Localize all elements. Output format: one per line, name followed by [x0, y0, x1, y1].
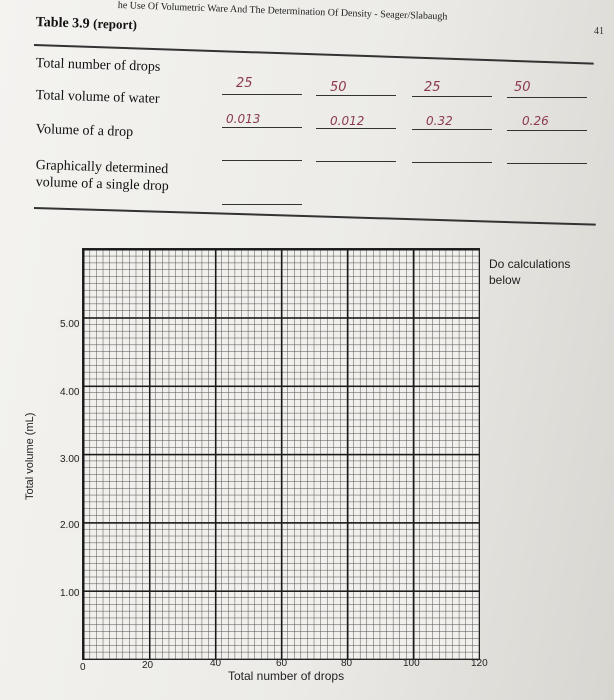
blank-volume-3 [412, 129, 492, 130]
row-label-volume-drop: Volume of a drop [35, 122, 134, 141]
blank-drop-2 [316, 161, 396, 162]
page-number: 41 [594, 26, 604, 37]
x-tick-80: 80 [341, 658, 353, 669]
blank-drops-1 [222, 94, 302, 95]
blank-drops-3 [412, 96, 492, 97]
row-label-graph-2: volume of a single drop [35, 175, 169, 195]
blank-drop-3 [412, 162, 492, 163]
x-tick-0: 0 [80, 662, 86, 673]
x-axis-label: Total number of drops [228, 669, 345, 683]
blank-drops-4 [507, 97, 587, 98]
y-tick-4: 4.00 [60, 387, 80, 398]
y-tick-3: 3.00 [60, 454, 80, 465]
y-tick-1: 1.00 [60, 588, 80, 599]
entry-drops-2: 50 [330, 80, 347, 95]
x-tick-20: 20 [142, 660, 154, 671]
blank-drop-1 [222, 160, 302, 161]
row-label-graph-1: Graphically determined [35, 158, 169, 178]
y-axis-label: Total volume (mL) [24, 412, 36, 500]
table-title: Table 3.9 (report) [35, 14, 138, 33]
row-label-total-volume: Total volume of water [35, 88, 160, 107]
entry-volume-1: 0.013 [226, 112, 261, 126]
table-bottom-rule [34, 207, 596, 226]
row-label-total-drops: Total number of drops [35, 56, 161, 75]
blank-graph-volume [222, 204, 302, 205]
x-tick-100: 100 [403, 658, 420, 669]
blank-volume-1 [222, 127, 302, 128]
entry-volume-2: 0.012 [330, 114, 365, 128]
blank-volume-4 [507, 130, 587, 131]
graph-paper-grid [82, 248, 480, 660]
note-line-1: Do calculations [489, 257, 571, 271]
blank-drops-2 [316, 95, 396, 96]
table-title-suffix: (report) [92, 15, 138, 33]
y-tick-2: 2.00 [60, 520, 80, 531]
note-line-2: below [489, 273, 521, 287]
x-tick-60: 60 [276, 658, 288, 669]
x-tick-120: 120 [471, 658, 488, 669]
x-tick-40: 40 [210, 658, 222, 669]
entry-volume-3: 0.32 [426, 114, 453, 128]
entry-drops-1: 25 [236, 76, 253, 91]
running-head: he Use Of Volumetric Ware And The Determination Of Density - Seager/Slabaugh [117, 0, 448, 23]
blank-drop-4 [507, 163, 587, 164]
blank-volume-2 [316, 128, 396, 129]
entry-drops-4: 50 [514, 80, 531, 95]
entry-drops-3: 25 [424, 80, 441, 95]
y-tick-5: 5.00 [60, 319, 80, 330]
calculations-note [489, 256, 589, 288]
entry-volume-4: 0.26 [522, 114, 549, 128]
